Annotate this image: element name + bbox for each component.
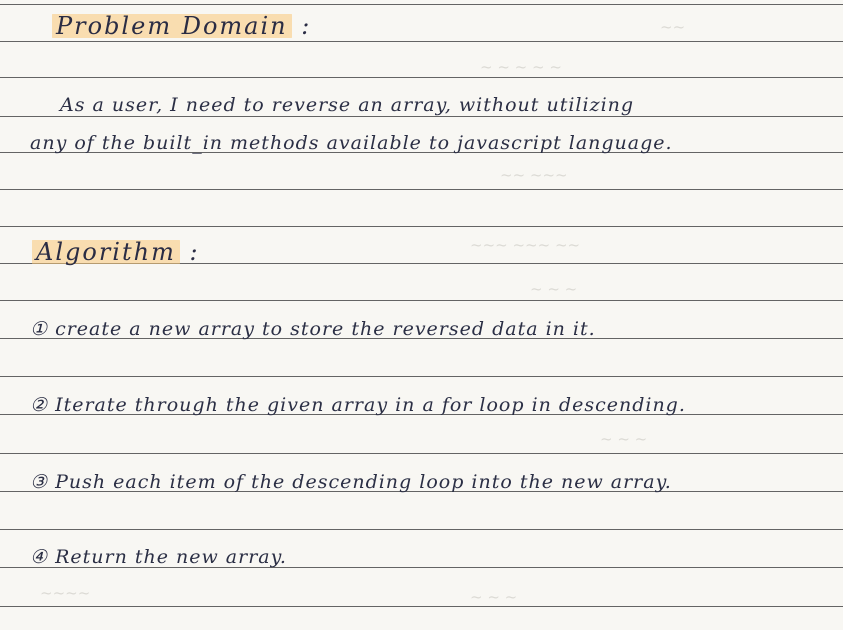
bleed-through-mark: ~~~~ <box>40 584 91 602</box>
rule-line <box>0 226 843 227</box>
algorithm-heading <box>32 238 200 266</box>
rule-line <box>0 189 843 190</box>
problem-domain-title: Problem Domain <box>52 12 292 40</box>
problem-domain-line: As a user, I need to reverse an array, without utilizing <box>60 94 635 116</box>
algorithm-step: ① create a new array to store the reversed data in it. <box>30 318 596 340</box>
rule-line <box>0 116 843 117</box>
algorithm-step: ③ Push each item of the descending loop into the new array. <box>30 471 672 493</box>
rule-line <box>0 4 843 5</box>
algorithm-step: ④ Return the new array. <box>30 546 287 568</box>
bleed-through-mark: ~~~ ~~~ ~~ <box>470 236 581 254</box>
bleed-through-mark: ~~ ~~~ <box>500 166 568 184</box>
bleed-through-mark: ~ ~ ~ <box>530 280 578 298</box>
rule-line <box>0 376 843 377</box>
problem-domain-line: any of the built_in methods available to javascript language. <box>30 132 673 154</box>
algorithm-title: Algorithm <box>32 238 180 266</box>
rule-line <box>0 606 843 607</box>
rule-line <box>0 300 843 301</box>
heading-colon: : <box>189 238 200 266</box>
problem-domain-heading <box>52 12 311 40</box>
rule-line <box>0 453 843 454</box>
bleed-through-mark: ~ ~ ~ ~ ~ <box>480 58 562 76</box>
bleed-through-mark: ~ ~ ~ <box>600 430 648 448</box>
rule-line <box>0 77 843 78</box>
algorithm-step: ② Iterate through the given array in a for loop in descending. <box>30 394 686 416</box>
rule-line <box>0 41 843 42</box>
rule-line <box>0 529 843 530</box>
bleed-through-mark: ~ ~ ~ <box>470 588 518 606</box>
bleed-through-mark: ~~ <box>660 18 686 36</box>
heading-colon: : <box>301 12 312 40</box>
